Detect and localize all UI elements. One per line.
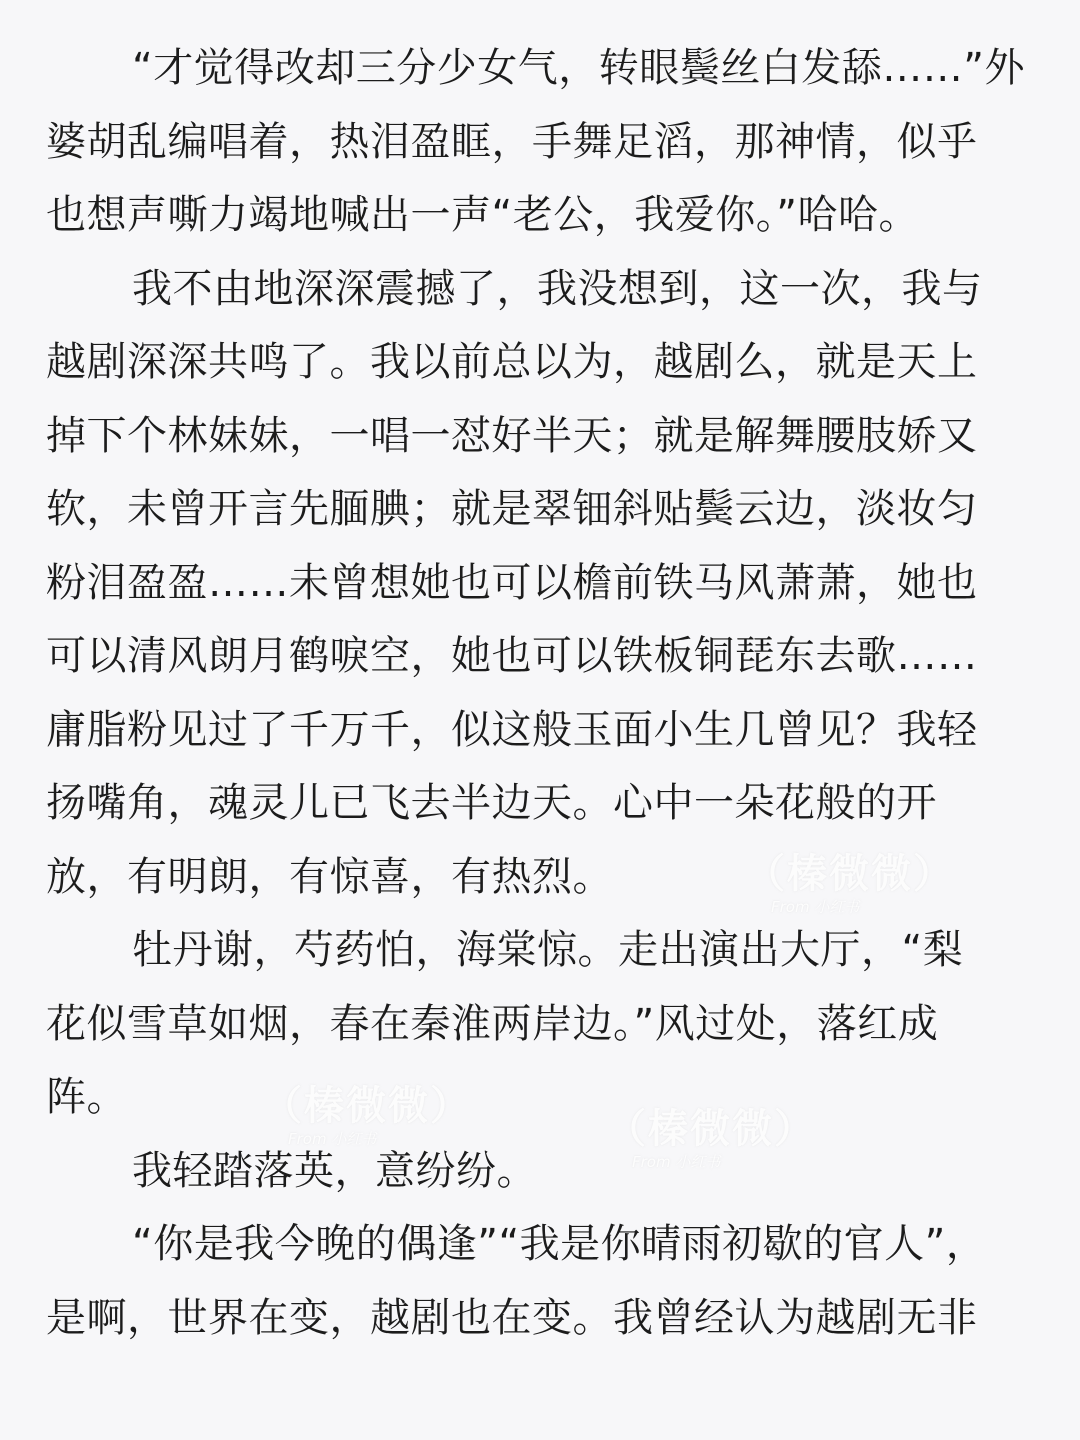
text-line: 我不由地深深震撼了，我没想到，这一次，我与	[132, 265, 983, 312]
watermark-name: （榛微微）	[745, 851, 955, 897]
text-line: 我轻踏落英，意纷纷。	[132, 1147, 537, 1194]
text-line: 是啊，世界在变，越剧也在变。我曾经认为越剧无非	[46, 1294, 978, 1341]
text-line: 婆胡乱编唱着，热泪盈眶，手舞足滔，那神情，似乎	[46, 118, 978, 165]
text-line: 掉下个林妹妹，一唱一怼好半天；就是解舞腰肢娇又	[46, 412, 978, 459]
text-line: 放，有明朗，有惊喜，有热烈。	[46, 853, 613, 900]
text-line: 粉泪盈盈……未曾想她也可以檐前铁马风萧萧，她也	[46, 559, 978, 606]
text-line: 牡丹谢，芍药怕，海棠惊。走出演出大厅，“梨	[132, 927, 964, 973]
text-line: 花似雪草如烟，春在秦淮两岸边。”风过处，落红成	[46, 1000, 939, 1047]
text-line: 软，未曾开言先腼腆；就是翠钿斜贴鬓云边，淡妆匀	[46, 486, 978, 532]
watermark-name: （榛微微）	[262, 1083, 472, 1129]
text-line: 可以清风朗月鹤唳空，她也可以铁板铜琵东去歌……	[46, 633, 978, 679]
text-line: 也想声嘶力竭地喊出一声“老公，我爱你。”哈哈。	[46, 192, 919, 238]
text-line: 扬嘴角，魂灵儿已飞去半边天。心中一朵花般的开	[46, 780, 937, 826]
text-line: 越剧深深共鸣了。我以前总以为，越剧么，就是天上	[46, 339, 978, 385]
article-text	[46, 32, 1046, 1355]
watermark-source: From 小红书	[632, 1153, 721, 1171]
watermark-source: From 小红书	[771, 898, 860, 916]
watermark-name: （榛微微）	[606, 1106, 816, 1152]
text-line: “才觉得改却三分少女气，转眼鬓丝白发舔……”外	[132, 45, 1025, 91]
text-line: 庸脂粉见过了千万千，似这般玉面小生几曾见？我轻	[46, 706, 978, 753]
watermark-source: From 小红书	[288, 1130, 377, 1148]
text-line: 阵。	[46, 1074, 127, 1120]
text-line: “你是我今晚的偶逢”“我是你晴雨初歇的官人”，	[132, 1221, 987, 1267]
